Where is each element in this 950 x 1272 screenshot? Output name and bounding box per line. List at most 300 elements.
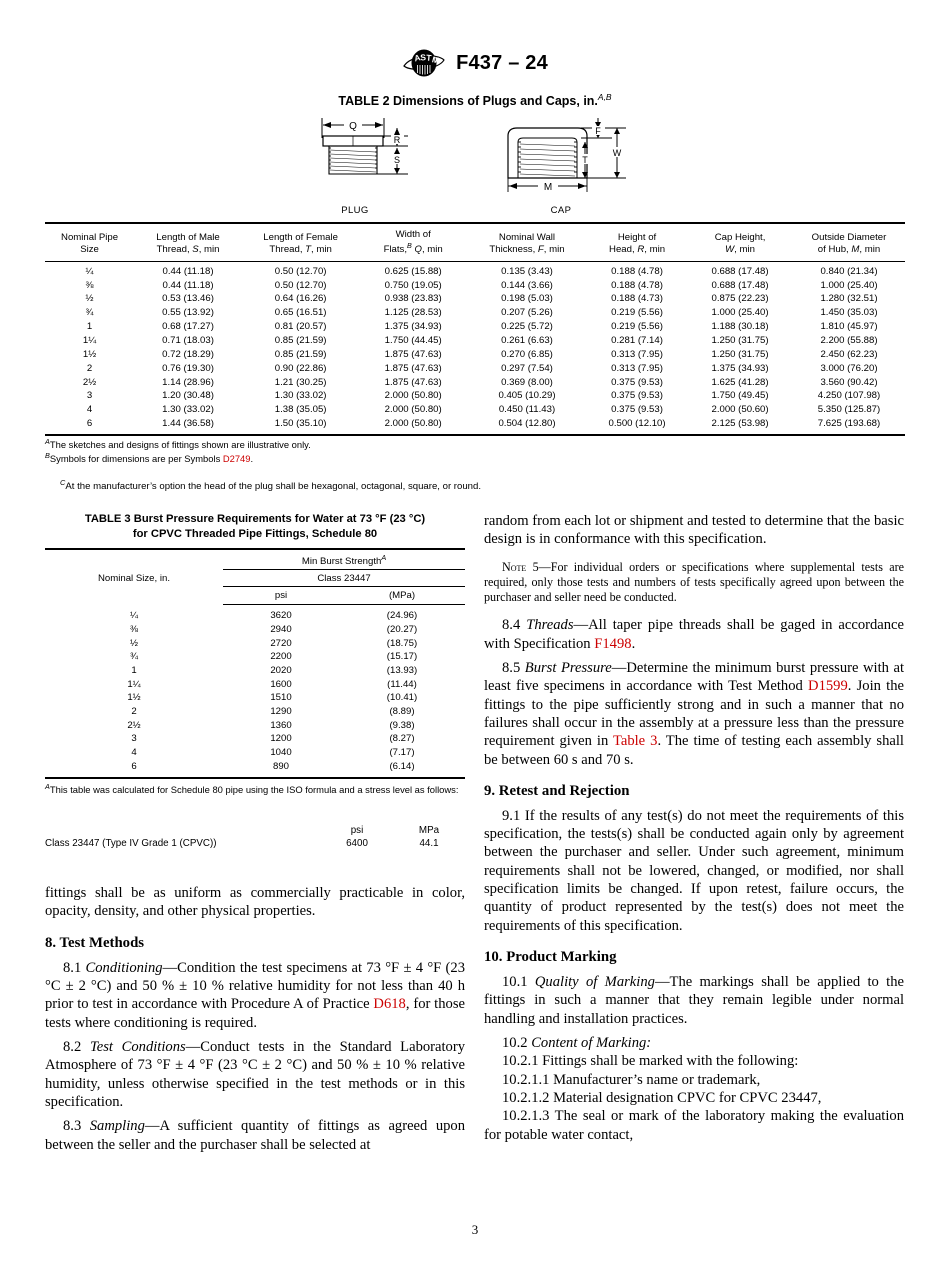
paragraph-10-2-1-1: 10.2.1.1 Manufacturer’s name or trademark, <box>502 1071 761 1088</box>
hdr-line1: Cap Height, <box>714 232 766 244</box>
hdr-line2: of Hub, <box>817 244 852 256</box>
left-column <box>45 512 465 1154</box>
table-row <box>45 376 905 390</box>
note-5 <box>484 560 904 606</box>
stress-unit-psi: psi <box>350 825 364 837</box>
cell-psi: 1360 <box>270 719 292 731</box>
cell-value: 7.625 (193.68) <box>817 418 881 430</box>
paragraph-10-2-1: 10.2.1 Fittings shall be marked with the following: <box>502 1053 799 1070</box>
cell-psi: 2200 <box>270 651 292 663</box>
cell-value: 1.875 (47.63) <box>384 376 442 388</box>
cell-value: 0.207 (5.26) <box>501 307 553 319</box>
table-row <box>45 664 465 678</box>
cell-mpa: (15.17) <box>386 651 418 663</box>
table2-footnote-a <box>45 437 905 451</box>
cell-value: 0.50 (12.70) <box>274 265 327 277</box>
table2-col-length-male-thread <box>134 223 242 261</box>
paragraph-10-2-1-3: 10.2.1.3 The seal or mark of the laboratory making the evaluation for potable water contact, <box>484 1108 904 1143</box>
table2-body <box>45 261 905 435</box>
clause-text: —A sufficient quantity of fittings as agreed upon between the seller and the purchaser shall be selected at <box>45 1118 466 1153</box>
cell-psi: 1290 <box>270 706 292 718</box>
table-row <box>45 334 905 348</box>
standard-link-f1498[interactable]: F1498 <box>594 635 632 652</box>
stress-value-mpa: 44.1 <box>419 838 439 850</box>
cell-nominal-size: ¾ <box>85 307 94 319</box>
svg-text:T: T <box>582 155 588 165</box>
table-row <box>45 605 465 623</box>
cell-nominal-size: 2½ <box>127 719 141 731</box>
cap-caption: CAP <box>550 205 572 216</box>
table-row <box>45 279 905 293</box>
cell-nominal-size: ½ <box>129 637 138 649</box>
plug-caption: PLUG <box>341 205 369 216</box>
hdr-line2: Thread, <box>156 244 193 256</box>
cell-value: 0.688 (17.48) <box>711 265 769 277</box>
cell-psi: 1510 <box>270 692 292 704</box>
cell-value: 1.188 (30.18) <box>711 321 769 333</box>
cell-value: 5.350 (125.87) <box>817 404 881 416</box>
hdr-symbol: Q <box>414 244 422 256</box>
cell-value: 0.297 (7.54) <box>501 362 553 374</box>
table2-footnote-b <box>45 451 905 465</box>
astm-logo <box>402 48 446 78</box>
table-row <box>45 651 465 665</box>
table-row <box>45 320 905 334</box>
paragraph-8-2-test-conditions <box>45 1038 465 1111</box>
cell-psi: 890 <box>272 760 289 772</box>
svg-text:M: M <box>431 54 441 66</box>
cell-value: 2.000 (50.80) <box>384 390 442 402</box>
cell-value: 0.225 (5.72) <box>501 321 553 333</box>
stress-level-table <box>45 824 465 850</box>
cell-mpa: (7.17) <box>389 747 415 759</box>
footnote-a-marker: A <box>45 437 50 446</box>
table3-col-psi: psi <box>223 587 339 605</box>
table2-head <box>45 223 905 261</box>
cell-value: 0.270 (6.85) <box>501 348 553 360</box>
clause-text: —The markings shall be applied to the fittings in such a manner that they remain legible under normal handling and installation practices. <box>484 974 905 1027</box>
cell-value: 1.000 (25.40) <box>711 307 769 319</box>
cell-value: 0.65 (16.51) <box>274 307 327 319</box>
cell-mpa: (13.93) <box>386 665 418 677</box>
footnote-b-text-end: . <box>250 453 254 465</box>
clause-title: Sampling <box>89 1118 145 1135</box>
hdr-line1: Width of <box>395 229 431 240</box>
hdr-line1: Nominal Wall <box>498 232 556 244</box>
svg-text:F: F <box>595 126 601 136</box>
cell-value: 1.30 (33.02) <box>162 404 214 416</box>
cell-nominal-size: 1¼ <box>127 678 141 690</box>
clause-text-a: —Determine the minimum burst pressure with at least five specimens in accordance with Test Method <box>484 659 905 695</box>
table2-col-nominal-wall-thickness <box>467 223 587 261</box>
hdr-symbol: M <box>851 244 860 256</box>
page-number: 3 <box>471 1222 479 1237</box>
cell-psi: 1600 <box>270 678 292 690</box>
paragraph-9-1-retest: 9.1 If the results of any test(s) do not meet the requirements of this specification, the tests(s) shall be conducted again only by agreement between the purchaser and seller. Under such agreement, minimum requirements shall not be lowered, changed, or modified, nor shall specification limits be changed. If upon retest, failure occurs, the quantity of product represented by the test(s) does not meet the requirements of this specification. <box>484 807 904 934</box>
cell-value: 0.625 (15.88) <box>384 265 442 277</box>
table3-col-mpa: (MPa) <box>339 587 465 605</box>
table-row <box>45 362 905 376</box>
table2-title-text: TABLE 2 Dimensions of Plugs and Caps, in. <box>338 94 598 109</box>
hdr-symbol: S <box>192 244 199 256</box>
cell-psi: 2020 <box>270 665 292 677</box>
table3-footnote-text: This table was calculated for Schedule 80 pipe using the ISO formula and a stress level as follows: <box>49 784 459 795</box>
cell-nominal-size: 1 <box>86 321 93 333</box>
clause-title: Threads <box>526 617 574 634</box>
hdr-footnote-ref: B <box>407 241 412 251</box>
cell-value: 1.750 (44.45) <box>384 335 442 347</box>
table3-footnote-a <box>45 782 465 796</box>
hdr-line2: Flats, <box>383 244 408 256</box>
cell-value: 1.810 (45.97) <box>820 321 878 333</box>
table-row <box>45 746 465 760</box>
table-row <box>45 705 465 719</box>
cell-value: 0.198 (5.03) <box>501 293 553 305</box>
cell-value: 1.375 (34.93) <box>711 362 769 374</box>
cell-psi: 1040 <box>270 747 292 759</box>
cell-nominal-size: 1 <box>131 665 137 677</box>
cell-nominal-size: 2½ <box>82 376 97 388</box>
cell-value: 1.875 (47.63) <box>384 362 442 374</box>
table3-burst-pressure <box>45 548 465 779</box>
cell-value: 0.85 (21.59) <box>274 348 327 360</box>
cell-value: 2.200 (55.88) <box>820 335 878 347</box>
cap-figure <box>486 112 636 216</box>
hdr-line2b: , min <box>644 244 666 256</box>
stress-unit-mpa: MPa <box>418 825 440 837</box>
clause-title: Content of Marking: <box>531 1034 652 1051</box>
heading-retest-rejection: 9. Retest and Rejection <box>484 782 630 799</box>
note-label: Note 5 <box>502 559 539 574</box>
left-column-spacer <box>45 850 465 884</box>
standard-link-d1599[interactable]: D1599 <box>808 678 848 695</box>
paragraph-10-1-quality-of-marking <box>484 973 904 1028</box>
cell-value: 0.688 (17.48) <box>711 279 769 291</box>
paragraph-10-2-1-2: 10.2.1.2 Material designation CPVC for CPVC 23447, <box>502 1089 822 1106</box>
cell-nominal-size: ⅜ <box>129 624 138 636</box>
table-row <box>45 348 905 362</box>
clause-title: Quality of Marking <box>534 974 655 991</box>
cell-psi: 3620 <box>270 610 292 622</box>
cell-value: 1.30 (33.02) <box>274 390 327 402</box>
cell-value: 2.000 (50.80) <box>384 404 442 416</box>
hdr-line2b: , min <box>311 244 332 256</box>
hdr-line2b: , min <box>859 244 881 256</box>
table-row <box>45 261 905 278</box>
svg-text:T: T <box>425 52 432 63</box>
cell-value: 0.135 (3.43) <box>501 265 553 277</box>
cell-value: 0.144 (3.66) <box>501 279 553 291</box>
cell-value: 3.560 (90.42) <box>820 376 878 388</box>
cell-value: 0.72 (18.29) <box>162 348 214 360</box>
hdr-line2: Head, <box>609 244 638 256</box>
hdr-line2b: , min <box>421 244 443 256</box>
cell-value: 0.500 (12.10) <box>608 418 666 430</box>
cell-value: 0.188 (4.78) <box>611 279 663 291</box>
footnote-c-marker: C <box>60 478 66 487</box>
table3-col-nominal-size: Nominal Size, in. <box>98 572 170 584</box>
heading-product-marking: 10. Product Marking <box>484 949 617 966</box>
cell-value: 4.250 (107.98) <box>817 390 881 402</box>
svg-text:S: S <box>420 52 427 63</box>
clause-text-b: , for those tests where conditioning is required. <box>45 996 465 1031</box>
cell-value: 1.14 (28.96) <box>162 376 214 388</box>
cell-value: 0.261 (6.63) <box>501 335 553 347</box>
cell-value: 0.64 (16.26) <box>274 293 327 305</box>
table3-header-row-1 <box>45 550 465 570</box>
hdr-line1: Outside Diameter <box>811 232 887 244</box>
clause-text-a: —Condition the test specimens at 73 °F ± 4 °F (23 °C ± 2 °C) and 50 % ± 10 % relative humidity for not less than 40 h prior to test in accordance with Procedure A of Practice <box>45 959 466 1013</box>
cell-value: 1.000 (25.40) <box>820 279 878 291</box>
table2-col-outside-diameter-hub <box>793 223 905 261</box>
cell-nominal-size: ¼ <box>129 610 138 622</box>
cap-drawing <box>486 112 636 196</box>
stress-units-row <box>45 824 465 837</box>
plug-drawing <box>296 112 414 196</box>
footnote-b-text: Symbols for dimensions are per Symbols <box>49 453 223 465</box>
clause-title: Conditioning <box>85 959 163 976</box>
svg-text:R: R <box>393 135 401 145</box>
cell-value: 1.38 (35.05) <box>274 404 327 416</box>
clause-text-b: . <box>631 635 636 652</box>
cell-value: 2.125 (53.98) <box>711 418 769 430</box>
cell-nominal-size: 3 <box>86 390 93 402</box>
cell-value: 0.53 (13.46) <box>162 293 214 305</box>
span-strength-label: Min Burst Strength <box>301 556 382 568</box>
cell-value: 0.44 (11.18) <box>162 279 214 291</box>
hdr-line2: Thickness, <box>489 244 538 256</box>
clause-number: 8.3 <box>63 1118 90 1135</box>
table2-footnote-c <box>60 478 860 492</box>
cell-value: 0.369 (8.00) <box>501 376 553 388</box>
table3-title-line1: TABLE 3 Burst Pressure Requirements for Water at 73 °F (23 °C) <box>84 513 426 525</box>
cell-value: 1.21 (30.25) <box>274 376 327 388</box>
cell-mpa: (18.75) <box>386 637 418 649</box>
table2-title-footnote-ref: A,B <box>597 92 612 102</box>
paragraph-8-1-conditioning <box>45 959 465 1032</box>
cell-value: 0.405 (10.29) <box>498 390 556 402</box>
table2-col-height-of-head <box>587 223 687 261</box>
table2-col-nominal-pipe-size <box>45 223 134 261</box>
clause-number: 10.1 <box>502 974 535 991</box>
clause-text: —Conduct tests in the Standard Laboratory Atmosphere of 73 °F ± 4 °F (23 °C ± 2 °C) and 50 % ± 10 % relative humidity, unless otherwise specified in the test methods or in this specification. <box>45 1039 466 1110</box>
cell-nominal-size: ¼ <box>85 265 94 277</box>
cell-nominal-size: ½ <box>85 293 94 305</box>
table-row <box>45 417 905 435</box>
clause-title: Test Conditions <box>89 1039 186 1056</box>
cell-value: 2.000 (50.80) <box>384 418 442 430</box>
cell-value: 0.375 (9.53) <box>611 390 663 402</box>
cell-value: 0.44 (11.18) <box>162 265 214 277</box>
table2-col-length-female-thread <box>242 223 359 261</box>
cell-value: 1.625 (41.28) <box>711 376 769 388</box>
table-row <box>45 719 465 733</box>
hdr-line2b: , min <box>543 244 565 256</box>
table-row <box>45 403 905 417</box>
cell-value: 0.375 (9.53) <box>611 376 663 388</box>
hdr-line1: Length of Male <box>156 232 220 244</box>
table3-body <box>45 605 465 778</box>
cell-mpa: (10.41) <box>386 692 418 704</box>
cell-value: 1.280 (32.51) <box>820 293 878 305</box>
cell-value: 0.750 (19.05) <box>384 279 442 291</box>
table-row <box>45 760 465 778</box>
table-row <box>45 390 905 404</box>
cell-value: 0.313 (7.95) <box>611 362 663 374</box>
clause-number: 10.2 <box>502 1034 532 1051</box>
cell-value: 1.450 (35.03) <box>820 307 878 319</box>
svg-text:S: S <box>393 155 401 165</box>
stress-value-psi: 6400 <box>346 838 368 850</box>
cell-nominal-size: 6 <box>86 418 93 430</box>
table3-footnote-marker: A <box>45 781 50 791</box>
cell-value: 0.68 (17.27) <box>162 321 214 333</box>
svg-text:Q: Q <box>349 121 357 132</box>
cell-value: 0.938 (23.83) <box>384 293 442 305</box>
stress-label-spacer <box>45 824 321 837</box>
plug-figure <box>296 112 414 216</box>
table-row <box>45 293 905 307</box>
table2-title <box>0 92 950 108</box>
table3-span-class: Class 23447 <box>223 570 465 587</box>
stress-value-row <box>45 837 465 850</box>
cell-value: 1.20 (30.48) <box>162 390 214 402</box>
cell-mpa: (24.96) <box>386 610 418 622</box>
stress-class-label: Class 23447 (Type IV Grade 1 (CPVC)) <box>45 838 217 850</box>
cell-nominal-size: 4 <box>86 404 93 416</box>
cell-value: 0.375 (9.53) <box>611 404 663 416</box>
cell-nominal-size: 1½ <box>82 348 97 360</box>
right-column <box>484 512 904 1144</box>
table2-figures <box>0 112 950 216</box>
document-header <box>0 48 950 78</box>
cell-value: 0.188 (4.73) <box>611 293 663 305</box>
cell-nominal-size: 4 <box>131 747 137 759</box>
cross-ref-table-3[interactable]: Table 3 <box>612 733 658 750</box>
cell-value: 0.81 (20.57) <box>274 321 327 333</box>
cell-nominal-size: 6 <box>131 760 137 772</box>
cell-value: 0.90 (22.86) <box>274 362 327 374</box>
hdr-symbol: F <box>537 244 544 256</box>
cell-value: 0.504 (12.80) <box>498 418 556 430</box>
cell-value: 2.450 (62.23) <box>820 348 878 360</box>
cell-value: 1.125 (28.53) <box>384 307 442 319</box>
cell-nominal-size: 1¼ <box>82 335 97 347</box>
cell-value: 0.188 (4.78) <box>611 265 663 277</box>
cell-nominal-size: 2 <box>86 362 93 374</box>
span-strength-footnote-ref: A <box>381 553 387 563</box>
footnote-c-text: At the manufacturer’s option the head of the plug shall be hexagonal, octagonal, square, or round. <box>65 481 482 493</box>
table2-col-cap-height <box>687 223 793 261</box>
note-text: —For individual orders or specifications where supplemental tests are required, only those tests and numbers of tests specifically agreed upon between the purchaser and seller need be conducted. <box>484 559 904 605</box>
svg-text:W: W <box>612 148 622 158</box>
cell-value: 1.250 (31.75) <box>711 348 769 360</box>
cell-psi: 2940 <box>270 624 292 636</box>
table2-dimensions-plugs-caps <box>45 222 905 436</box>
cell-value: 0.281 (7.14) <box>611 335 663 347</box>
table2-col-width-of-flats <box>359 223 467 261</box>
table3-title-line2: for CPVC Threaded Pipe Fittings, Schedule 80 <box>132 528 378 541</box>
hdr-line2: Size <box>80 244 99 256</box>
cell-value: 0.71 (18.03) <box>162 335 214 347</box>
table-row <box>45 733 465 747</box>
cell-value: 0.85 (21.59) <box>274 335 327 347</box>
hdr-line1: Height of <box>617 232 657 244</box>
document-designation: F437 – 24 <box>456 51 548 74</box>
cell-mpa: (6.14) <box>389 760 415 772</box>
standard-link-d618[interactable]: D618 <box>373 996 406 1013</box>
svg-text:M: M <box>543 182 553 193</box>
cell-nominal-size: ⅜ <box>85 279 94 291</box>
hdr-symbol: W <box>725 244 735 256</box>
hdr-line1: Length of Female <box>263 232 338 244</box>
cell-value: 0.450 (11.43) <box>498 404 556 416</box>
cell-value: 1.875 (47.63) <box>384 348 442 360</box>
footnote-a-text: The sketches and designs of fittings shown are illustrative only. <box>49 439 311 451</box>
clause-title: Burst Pressure <box>524 659 612 676</box>
paragraph-random-lot: random from each lot or shipment and tested to determine that the basic design is in conformance with this specification. <box>484 513 904 548</box>
table-row <box>45 306 905 320</box>
cell-value: 0.219 (5.56) <box>611 307 663 319</box>
cell-value: 1.44 (36.58) <box>162 418 214 430</box>
svg-text:A: A <box>413 52 422 64</box>
clause-number: 8.1 <box>63 959 86 976</box>
cell-value: 2.000 (50.60) <box>711 404 769 416</box>
cell-nominal-size: 3 <box>131 733 137 745</box>
hdr-symbol: T <box>305 244 312 256</box>
hdr-line2: Thread, <box>269 244 306 256</box>
cell-value: 0.55 (13.92) <box>162 307 214 319</box>
cell-value: 3.000 (76.20) <box>820 362 878 374</box>
clause-text-a: —All taper pipe threads shall be gaged in accordance with Specification <box>484 617 905 652</box>
clause-number: 8.5 <box>502 659 525 676</box>
paragraph-10-2-content-of-marking <box>484 1034 904 1052</box>
cell-value: 0.313 (7.95) <box>611 348 663 360</box>
cell-psi: 2720 <box>270 637 292 649</box>
cell-mpa: (20.27) <box>386 624 418 636</box>
cell-value: 0.840 (21.34) <box>820 265 878 277</box>
cell-mpa: (8.89) <box>389 706 415 718</box>
paragraph-fittings-uniform: fittings shall be as uniform as commercially practicable in color, opacity, density, and other physical properties. <box>45 885 465 920</box>
paragraph-8-3-sampling <box>45 1117 465 1154</box>
clause-number: 8.4 <box>502 617 527 634</box>
cell-value: 0.219 (5.56) <box>611 321 663 333</box>
table-row <box>45 692 465 706</box>
table2-header-row <box>45 223 905 261</box>
cell-nominal-size: ¾ <box>129 651 138 663</box>
cell-value: 0.875 (22.23) <box>711 293 769 305</box>
clause-text-b: . Join the fittings to the pipe sufficiently strong and in such a manner that no failures shall occur in the assembly at a pressure less than the pressure requirement given in <box>484 678 904 750</box>
cell-mpa: (9.38) <box>389 719 415 731</box>
cell-value: 1.375 (34.93) <box>384 321 442 333</box>
cell-value: 1.750 (49.45) <box>711 390 769 402</box>
cell-value: 1.250 (31.75) <box>711 335 769 347</box>
hdr-line2b: , min <box>198 244 220 256</box>
hdr-line1: Nominal Pipe <box>61 232 119 244</box>
paragraph-8-4-threads <box>484 616 904 653</box>
table3-title <box>45 512 465 542</box>
cell-mpa: (8.27) <box>389 733 415 745</box>
clause-text-c: . The time of testing each assembly shall be between 60 s and 70 s. <box>484 733 904 768</box>
cell-mpa: (11.44) <box>387 678 417 690</box>
footnote-b-marker: B <box>45 451 50 461</box>
standard-link-d2749[interactable]: D2749 <box>222 453 251 465</box>
clause-number: 8.2 <box>63 1039 90 1056</box>
cell-nominal-size: 2 <box>131 706 137 718</box>
table3-span-min-burst-strength <box>223 550 465 570</box>
heading-test-methods: 8. Test Methods <box>45 934 145 951</box>
table3-head <box>45 549 465 605</box>
